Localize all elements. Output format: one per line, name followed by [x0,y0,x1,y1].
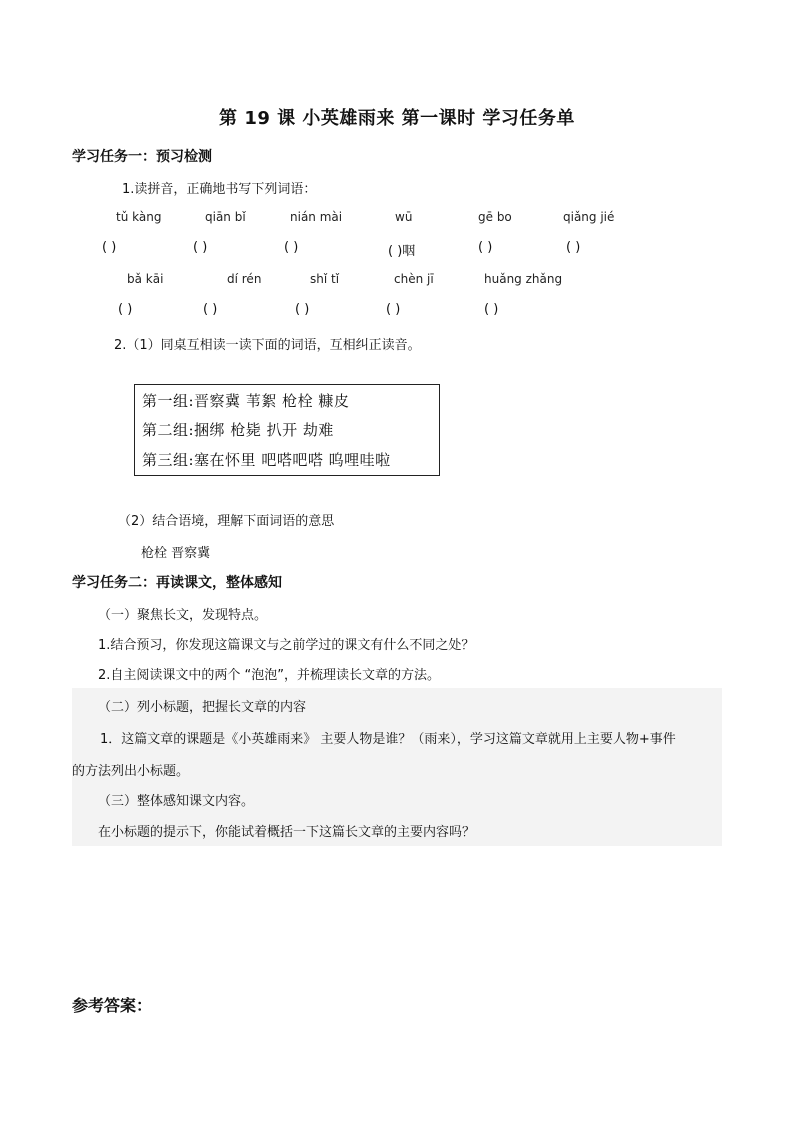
blank-field[interactable]: ( ) [118,302,133,317]
word-group-3: 第三组:塞在怀里 吧嗒吧嗒 呜哩哇啦 [142,451,391,469]
blank-field[interactable]: ( ) [203,302,218,317]
blank-field[interactable]: ( ) [386,302,401,317]
item-1: 1.结合预习，你发现这篇课文与之前学过的课文有什么不同之处？ [98,638,475,653]
item-4: 在小标题的提示下，你能试着概括一下这篇长文章的主要内容吗？ [98,825,476,840]
pinyin-qianbi: qiān bǐ [205,210,246,224]
question-1: 1.读拼音，正确地书写下列词语： [122,182,317,197]
word-groups-box [134,384,440,476]
task2-heading: 学习任务二：再读课文，整体感知 [72,575,282,591]
question-2-2-words: 枪栓 晋察冀 [141,546,211,561]
blank-field[interactable]: ( )咽 [388,244,416,259]
task1-heading: 学习任务一：预习检测 [72,149,212,165]
item-3-line-1: 1．这篇文章的课题是《小英雄雨来》 主要人物是谁？（雨来），学习这篇文章就用上主要人物+事件 [100,732,676,747]
subsection-3: （三）整体感知课文内容。 [98,794,255,809]
question-2-1: 2.（1）同桌互相读一读下面的词语，互相纠正读音。 [114,338,421,353]
question-2-2: （2）结合语境，理解下面词语的意思 [118,514,335,529]
pinyin-tukang: tǔ kàng [116,210,162,224]
blank-field[interactable]: ( ) [478,240,493,255]
blank-field[interactable]: ( ) [193,240,208,255]
subsection-2: （二）列小标题，把握长文章的内容 [98,700,307,715]
blank-field[interactable]: ( ) [295,302,310,317]
subsection-1: （一）聚焦长文，发现特点。 [98,608,268,623]
page-title: 第 19 课 小英雄雨来 第一课时 学习任务单 [219,108,575,129]
pinyin-bakai: bǎ kāi [127,272,164,286]
pinyin-chenji: chèn jī [394,272,434,286]
blank-field[interactable]: ( ) [284,240,299,255]
pinyin-diren: dí rén [227,272,262,286]
blank-field[interactable]: ( ) [102,240,117,255]
word-group-1: 第一组:晋察冀 苇絮 枪栓 糠皮 [142,392,350,410]
pinyin-qiangjie: qiǎng jié [563,210,615,224]
item-2: 2.自主阅读课文中的两个 “泡泡”，并梳理读长文章的方法。 [98,668,441,683]
pinyin-huangzhang: huǎng zhǎng [484,272,563,286]
pinyin-shiti: shǐ tǐ [310,272,340,286]
item-3-line-2: 的方法列出小标题。 [72,764,190,779]
blank-field[interactable]: ( ) [566,240,581,255]
pinyin-wu: wū [395,210,413,224]
pinyin-nianmai: nián mài [290,210,343,224]
pinyin-gebo: gē bo [478,210,512,224]
answers-heading: 参考答案： [72,996,153,1015]
blank-field[interactable]: ( ) [484,302,499,317]
word-group-2: 第二组:捆绑 枪毙 扒开 劫难 [142,421,334,439]
